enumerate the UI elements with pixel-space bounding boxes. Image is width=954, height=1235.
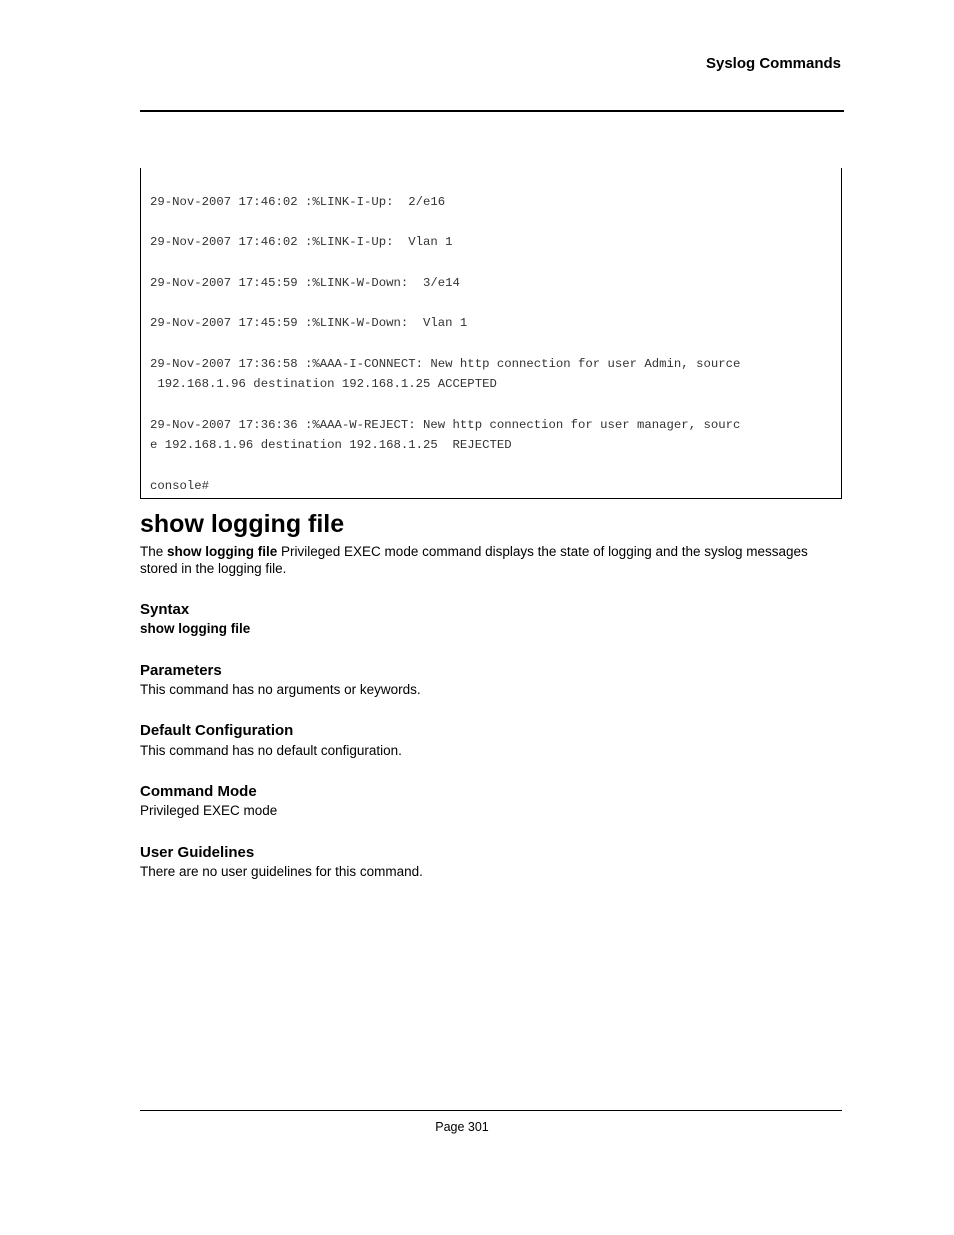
header-divider <box>140 110 844 112</box>
code-line: e 192.168.1.96 destination 192.168.1.25 REJECTED <box>150 438 512 452</box>
header-title: Syslog Commands <box>705 55 841 72</box>
code-line-prompt: console# <box>150 479 210 493</box>
command-mode-heading: Command Mode <box>140 783 257 800</box>
intro-paragraph <box>140 543 845 577</box>
code-line: 192.168.1.96 destination 192.168.1.25 ACCEPTED <box>150 377 497 391</box>
footer-divider <box>140 1110 842 1111</box>
intro-suffix: Privileged EXEC mode command displays the state of logging and the syslog messages stored in the logging file. <box>140 544 808 576</box>
code-line: 29-Nov-2007 17:45:59 :%LINK-W-Down: Vlan 1 <box>150 316 468 330</box>
syntax-command: show logging file <box>140 621 251 636</box>
intro-command: show logging file <box>167 544 278 559</box>
parameters-text: This command has no arguments or keywords. <box>140 682 421 697</box>
default-configuration-text: This command has no default configuration. <box>140 743 402 758</box>
user-guidelines-heading: User Guidelines <box>140 844 255 861</box>
parameters-heading: Parameters <box>140 662 222 679</box>
code-line: 29-Nov-2007 17:46:02 :%LINK-I-Up: Vlan 1 <box>150 235 453 249</box>
code-line: 29-Nov-2007 17:46:02 :%LINK-I-Up: 2/e16 <box>150 195 446 209</box>
code-line: 29-Nov-2007 17:45:59 :%LINK-W-Down: 3/e14 <box>150 276 460 290</box>
code-output-box <box>140 168 842 499</box>
code-line: 29-Nov-2007 17:36:36 :%AAA-W-REJECT: New http connection for user manager, sourc <box>150 418 741 432</box>
command-mode-text: Privileged EXEC mode <box>140 803 278 818</box>
syntax-heading: Syntax <box>140 601 190 618</box>
page-number: Page 301 <box>435 1120 489 1134</box>
default-configuration-heading: Default Configuration <box>140 722 294 739</box>
section-title: show logging file <box>140 510 345 538</box>
code-line: 29-Nov-2007 17:36:58 :%AAA-I-CONNECT: New http connection for user Admin, source <box>150 357 741 371</box>
user-guidelines-text: There are no user guidelines for this command. <box>140 864 423 879</box>
intro-prefix: The <box>140 544 168 559</box>
